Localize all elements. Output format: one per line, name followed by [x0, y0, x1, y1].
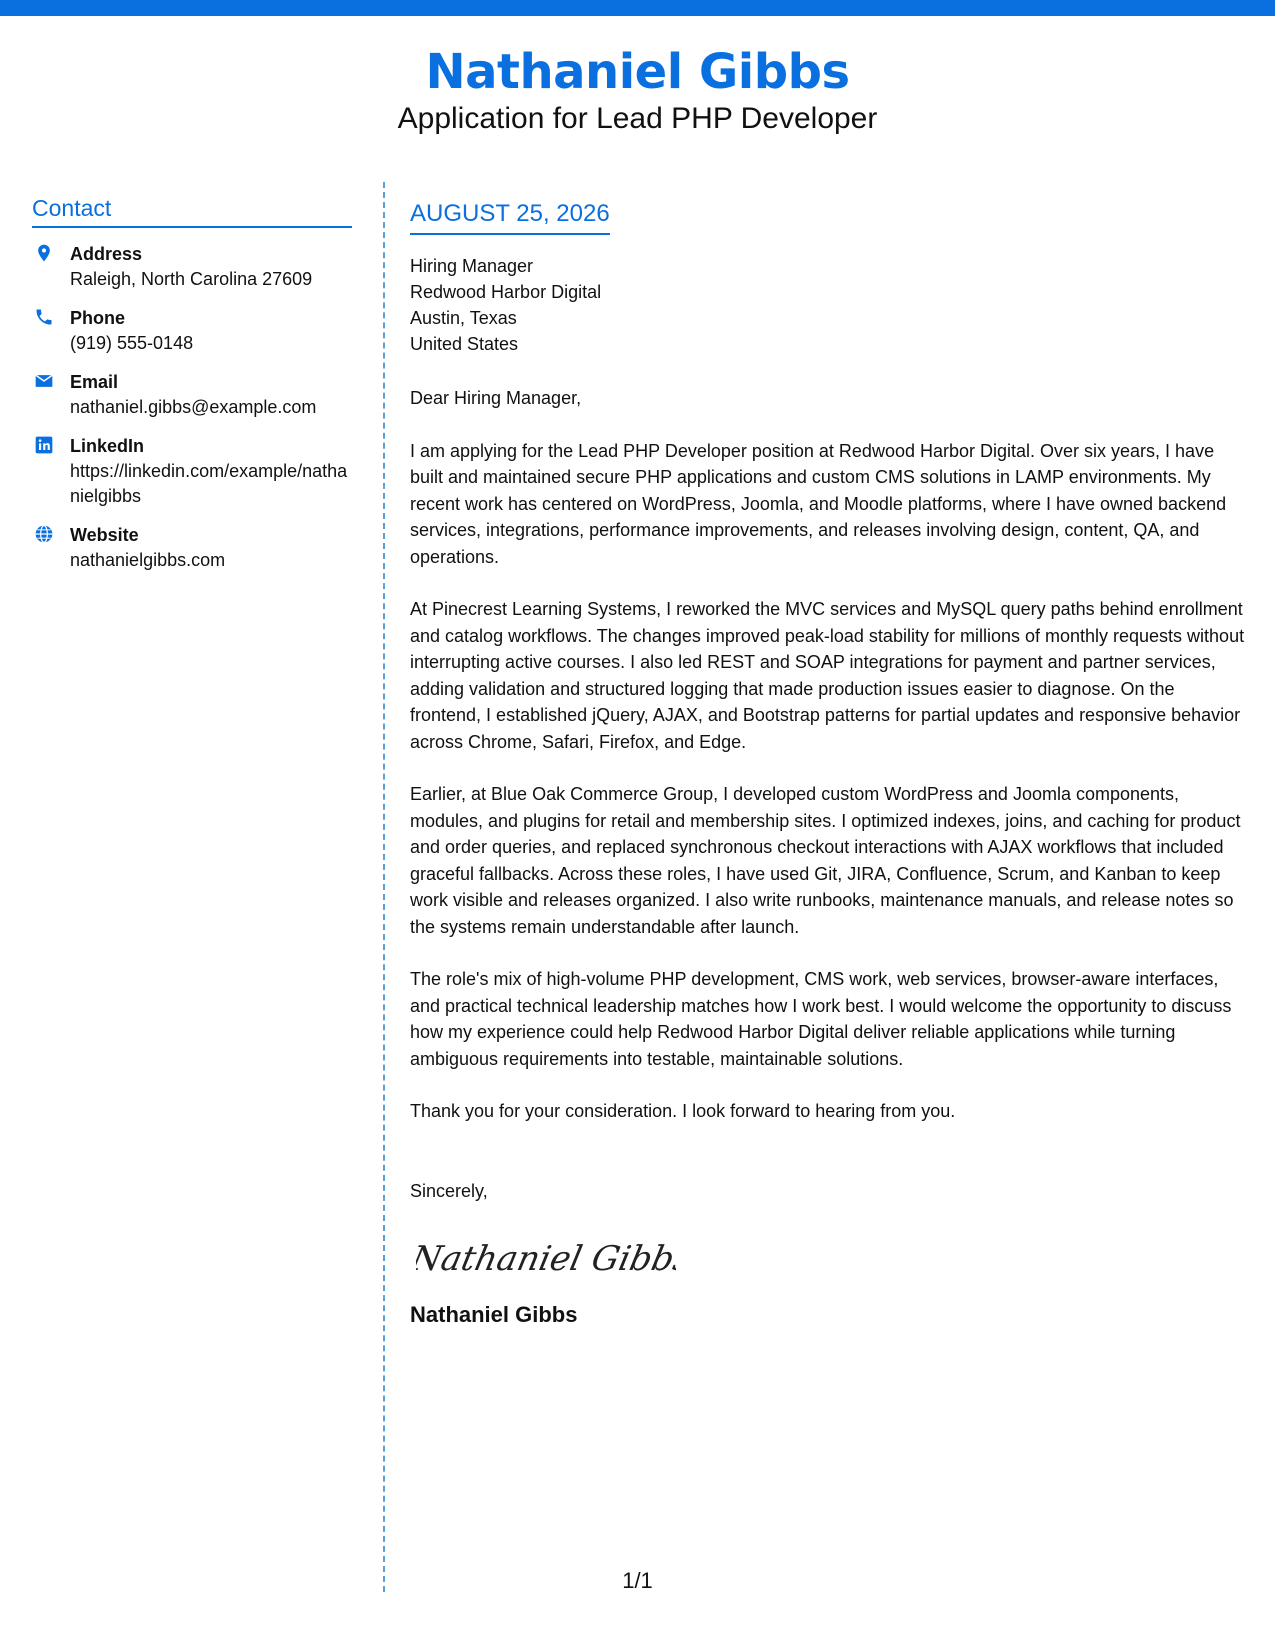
linkedin-label: LinkedIn [70, 436, 145, 456]
page-number: 1/1 [622, 1568, 653, 1593]
website-label: Website [70, 525, 139, 545]
website-value[interactable]: nathanielgibbs.com [70, 550, 226, 570]
letter-paragraph: At Pinecrest Learning Systems, I reworked the MVC services and MySQL query paths behind enrollment and catalog workflows. The changes improved peak-load stability for millions of monthly requests without interrupting active courses. I also led REST and SOAP integrations for payment and partner services, adding validation and structured logging that made production issues easier to diagnose. On the frontend, I established jQuery, AJAX, and Bootstrap patterns for partial updates and responsive behavior across Chrome, Safari, Firefox, and Edge. [410, 599, 1245, 752]
signature-image [416, 1230, 676, 1286]
applicant-name: Nathaniel Gibbs [425, 44, 850, 100]
linkedin-value[interactable]: https://linkedin.com/example/nathanielgibbs [70, 461, 348, 506]
salutation: Dear Hiring Manager, [410, 388, 582, 408]
email-value[interactable]: nathaniel.gibbs@example.com [70, 397, 317, 417]
contact-sidebar [32, 195, 352, 587]
contact-item-website [32, 523, 352, 573]
email-label: Email [70, 372, 119, 392]
letter-paragraph: Thank you for your consideration. I look forward to hearing from you. [410, 1101, 956, 1121]
globe-icon [34, 524, 54, 544]
phone-value: (919) 555-0148 [70, 333, 194, 353]
letter-paragraph: The role's mix of high-volume PHP development, CMS work, web services, browser-aware interfaces, and practical technical leadership matches how I work best. I would welcome the opportunity to discuss how my experience could help Redwood Harbor Digital deliver reliable applications while turning ambiguous requirements into testable, maintainable solutions. [410, 969, 1232, 1069]
column-divider [383, 182, 385, 1592]
signer-name: Nathaniel Gibbs [410, 1302, 578, 1327]
contact-item-address [32, 242, 352, 292]
recipient-block [410, 253, 1250, 357]
application-subtitle: Application for Lead PHP Developer [397, 102, 878, 135]
address-label: Address [70, 244, 143, 264]
recipient-line: Redwood Harbor Digital [410, 282, 602, 302]
linkedin-icon [34, 435, 54, 455]
phone-label: Phone [70, 308, 126, 328]
signature-text: Nathaniel Gibbs [416, 1239, 676, 1279]
email-icon [34, 371, 54, 391]
closing: Sincerely, [410, 1180, 488, 1201]
letter-paragraph: I am applying for the Lead PHP Developer position at Redwood Harbor Digital. Over six years, I have built and maintained secure PHP applications and custom CMS solutions in LAMP environments. My recent work has centered on WordPress, Joomla, and Moodle platforms, where I have owned backend services, integrations, performance improvements, and releases involving design, content, QA, and operations. [410, 440, 1227, 567]
address-value: Raleigh, North Carolina 27609 [70, 269, 313, 289]
contact-item-email [32, 370, 352, 420]
letter-date: AUGUST 25, 2026 [410, 198, 610, 235]
top-accent-bar [0, 0, 1275, 16]
letter-paragraph: Earlier, at Blue Oak Commerce Group, I developed custom WordPress and Joomla components, modules, and plugins for retail and membership sites. I optimized indexes, joins, and caching for product and order queries, and replaced synchronous checkout interactions with AJAX workflows that included graceful fallbacks. Across these roles, I have used Git, JIRA, Confluence, Scrum, and Kanban to keep work visible and releases organized. I also write runbooks, maintenance manuals, and release notes so the systems remain understandable after launch. [410, 784, 1241, 937]
handwritten-signature [416, 1230, 1250, 1286]
recipient-line: Austin, Texas [410, 308, 517, 328]
recipient-line: Hiring Manager [410, 256, 534, 276]
recipient-line: United States [410, 334, 519, 354]
header [0, 42, 1275, 138]
contact-item-phone [32, 306, 352, 356]
contact-item-linkedin [32, 434, 352, 509]
phone-icon [34, 307, 54, 327]
letter-body [410, 198, 1250, 1329]
contact-heading: Contact [32, 195, 352, 228]
map-pin-icon [34, 243, 54, 263]
